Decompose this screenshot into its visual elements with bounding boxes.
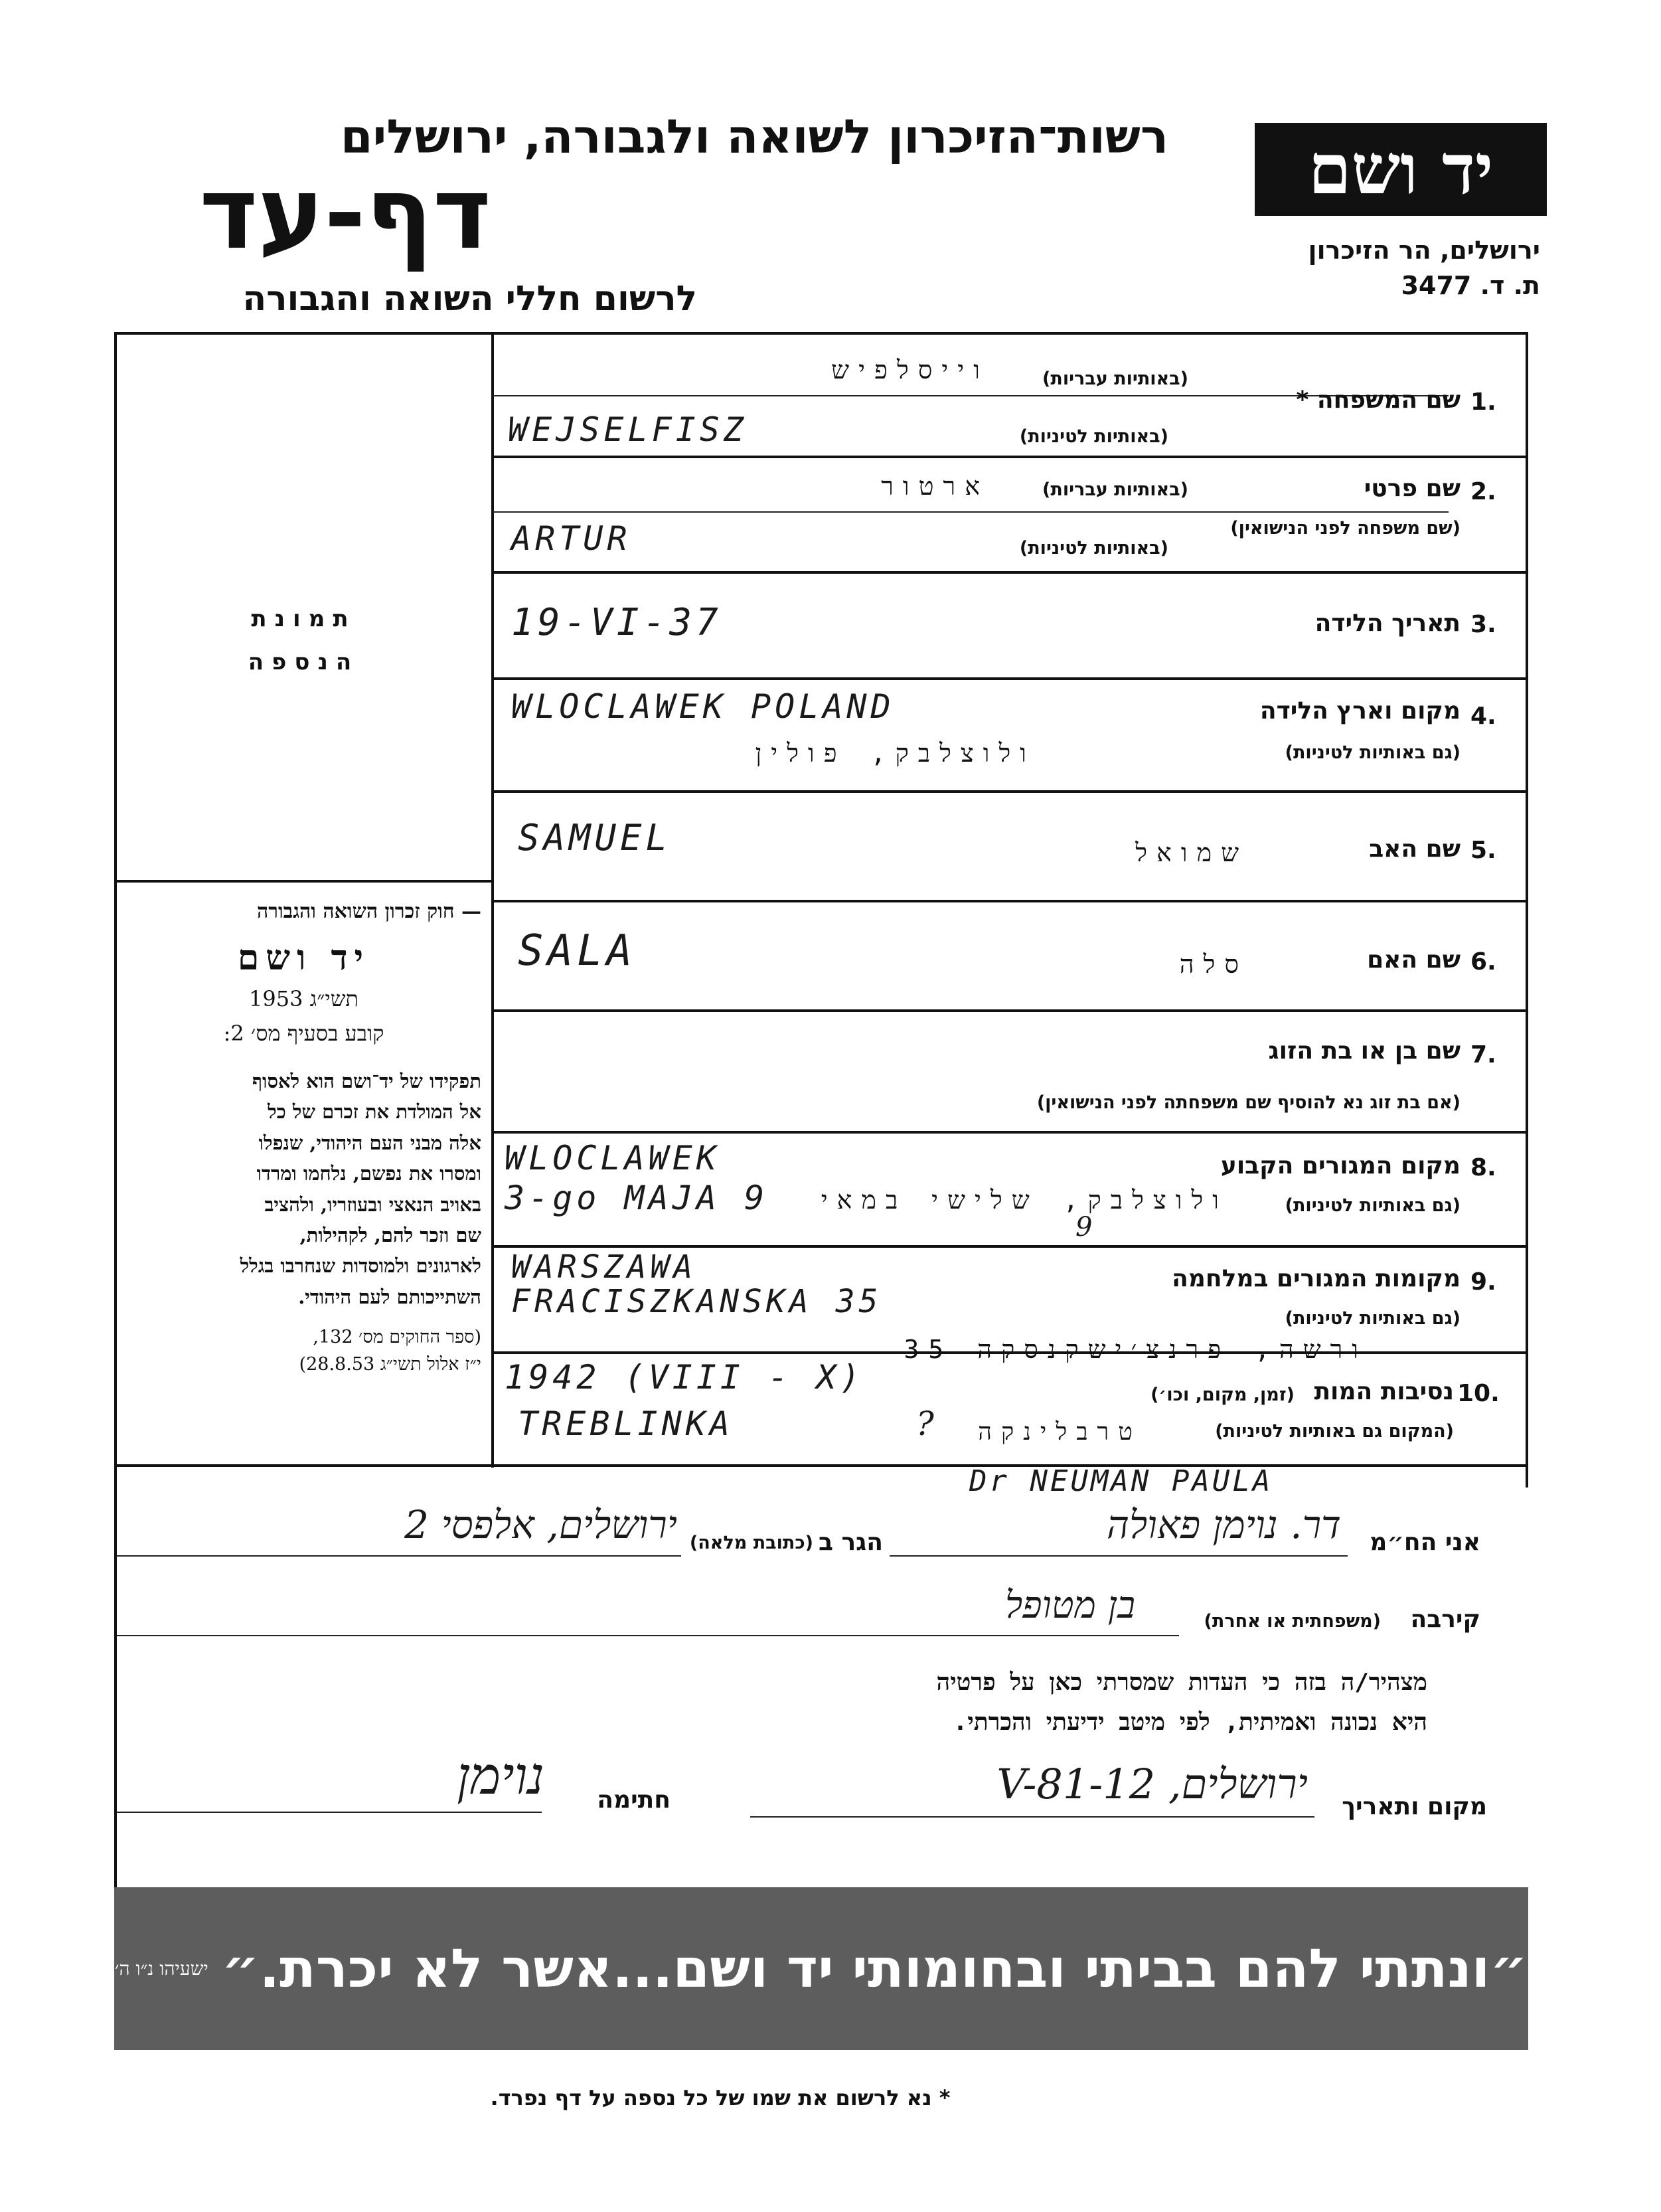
place-date-line [750,1816,1314,1818]
field-2-hebrew-hint: (באותיות עבריות) [1042,479,1188,500]
field-4-label: מקום וארץ הלידה [1259,697,1461,724]
photo-placeholder [116,598,491,683]
field-1-latin-hint: (באותיות לטיניות) [1019,426,1168,447]
field-8-latin-value-2[interactable]: 3-go MAJA 9 [505,1179,769,1217]
yad-vashem-logo [1255,123,1547,216]
signature[interactable]: נוימן [457,1746,544,1806]
declarant-address-hint: (כתובת מלאה) [689,1533,813,1553]
field-2-label: שם פרטי [1364,475,1461,502]
field-9-latin-value-1[interactable]: WARSZAWA [511,1248,697,1286]
field-1-hebrew-value[interactable]: וייסלפיש [831,355,989,384]
law-year: תשי״ג 1953 [249,986,358,1011]
field-2-hebrew-value[interactable]: ארטור [881,471,989,501]
declarant-i-label: אני הח״מ [1370,1529,1480,1556]
row-divider [493,456,1526,458]
field-5-number: 5. [1470,837,1496,864]
declarant-resides-label: הגר ב [819,1529,883,1556]
field-10-number: 10. [1457,1380,1500,1407]
field-2-sublabel: (שם משפחה לפני הנישואין) [1230,518,1461,539]
law-body-line: ומסרו את נפשם, נלחמו ומרדו [256,1162,481,1185]
field-6-hebrew-value[interactable]: סלה [1179,950,1248,979]
relation-hint: (משפחתית או אחרת) [1204,1611,1381,1632]
field-9-latin-value-2[interactable]: FRACISZKANSKA 35 [511,1283,882,1320]
row-divider [493,511,1449,513]
law-body-line: השתייכותם לעם היהודי. [298,1285,481,1308]
row-divider [493,1131,1526,1134]
logo-text: יד ושם [1308,128,1494,210]
field-8-hebrew-value[interactable]: ולוצלבק, שלישי במאי [821,1185,1228,1215]
law-heading: — חוק זכרון השואה והגבורה [257,900,481,923]
law-source: (ספר החוקים מס׳ 132, [313,1327,481,1348]
divider-photo-law [114,880,493,883]
declarant-name-hebrew[interactable]: דר. נוימן פאולה [1107,1502,1341,1547]
field-4-latin-value[interactable]: WLOCLAWEK POLAND [511,687,895,726]
field-4-hebrew-value[interactable]: ולוצלבק, פולין [755,738,1036,768]
verse-banner [114,1887,1528,2050]
field-10-latin-value-1[interactable]: 1942 (VIII - X) [505,1358,864,1397]
row-divider [493,790,1526,793]
law-body-line: שם וזכר להם, לקהילות, [299,1223,481,1246]
law-box [126,900,481,1375]
field-6-label: שם האם [1367,946,1461,974]
field-1-hebrew-hint: (באותיות עבריות) [1042,369,1188,389]
field-10-label-hint: (זמן, מקום, וכו׳) [1150,1385,1295,1405]
field-10-latin-value-2[interactable]: TREBLINKA [518,1404,734,1443]
field-10-hebrew-value[interactable]: טרבלינקה [978,1418,1142,1446]
relation-value[interactable]: בן מטופל [1005,1584,1135,1627]
law-body-line: אל המולדת את זכרם של כל [268,1100,481,1124]
field-8-label: מקום המגורים הקבוע [1220,1152,1461,1179]
field-6-number: 6. [1470,948,1496,976]
field-5-label: שם האב [1369,835,1461,863]
row-divider [493,1245,1526,1248]
signature-line [117,1812,542,1813]
declarant-name-line [890,1555,1348,1557]
form-border-left [114,332,117,1887]
field-9-label: מקומות המגורים במלחמה [1172,1265,1461,1292]
signature-label: חתימה [597,1786,671,1814]
field-8-hebrew-number[interactable]: 9 [1075,1212,1093,1242]
field-1-number: 1. [1470,388,1496,416]
address-line-1: ירושלים, הר הזיכרון [1308,236,1540,265]
form-border-top [114,332,1528,335]
law-clause: קובע בסעיף מס׳ 2: [223,1021,384,1046]
field-7-number: 7. [1470,1041,1496,1068]
row-divider [493,900,1526,902]
law-body [126,1066,481,1312]
field-9-hebrew-value[interactable]: ורשה, פרנצ׳ישקנסקה 35 [904,1335,1368,1364]
field-10-label: נסיבות המות [1314,1378,1454,1405]
verse-text: ״ונתתי להם בביתי ובחומותי יד ושם...אשר לא יכרת.״ [221,1938,1528,1999]
authority-title: רשות־הזיכרון לשואה ולגבורה, ירושלים [340,110,1168,164]
field-9-sublabel: (גם באותיות לטיניות) [1285,1308,1461,1329]
field-5-latin-value[interactable]: SAMUEL [518,817,672,859]
field-1-latin-value[interactable]: WEJSELFISZ [508,410,748,449]
form-subtitle: לרשום חללי השואה והגבורה [242,279,697,319]
field-10-question-mark[interactable]: ? [916,1404,934,1443]
law-body-line: באויב הנאצי ובעוזריו, ולהציב [264,1193,481,1216]
law-body-line: תפקידו של יד־ושם הוא לאסוף [252,1070,481,1092]
field-8-latin-value-1[interactable]: WLOCLAWEK [505,1139,720,1177]
row-divider [493,571,1526,574]
declarant-name-latin[interactable]: Dr NEUMAN PAULA [969,1464,1273,1498]
field-7-sublabel: (אם בת זוג נא להוסיף שם משפחתה לפני הנישואין) [1036,1092,1461,1113]
address-line-2: ת. ד. 3477 [1401,271,1540,300]
row-divider [493,1009,1526,1012]
place-date-value[interactable]: ירושלים, 12-V-81 [996,1760,1308,1808]
field-8-sublabel: (גם באותיות לטיניות) [1285,1195,1461,1216]
place-date-label: מקום ותאריך [1342,1793,1487,1820]
field-10-sublabel: (המקום גם באותיות לטיניות) [1215,1421,1454,1442]
field-4-sublabel: (גם באותיות לטיניות) [1285,742,1461,763]
field-3-number: 3. [1470,611,1496,638]
field-5-hebrew-value[interactable]: שמואל [1135,838,1248,867]
field-6-latin-value[interactable]: SALA [518,926,637,976]
form-border-right [1526,332,1528,1488]
declarant-address[interactable]: ירושלים, אלפסי 2 [404,1502,677,1547]
field-2-number: 2. [1470,478,1496,505]
field-4-number: 4. [1470,703,1496,730]
field-9-number: 9. [1470,1268,1496,1296]
field-8-number: 8. [1470,1154,1496,1181]
law-body-line: לארגונים ולמוסדות שנחרבו בגלל [240,1254,481,1278]
verse-source: ישעיהו נ״ו ה׳ [115,1957,208,1980]
footnote: * נא לרשום את שמו של כל נספה על דף נפרד. [490,2085,951,2110]
statement-line-1: מצהיר/ה בזה כי העדות שמסרתי כאן על פרטיה [936,1669,1427,1696]
field-7-label: שם בן או בת הזוג [1268,1037,1461,1064]
field-3-label: תאריך הלידה [1314,610,1461,637]
photo-label-1: תמונת [251,606,356,632]
field-2-latin-hint: (באותיות לטיניות) [1019,538,1168,558]
law-name: יד ושם [237,938,370,978]
relation-line [117,1635,1179,1636]
row-divider [493,677,1526,680]
photo-label-2: הנספה [248,648,360,675]
form-title: דף-עד [199,156,491,272]
divider-declaration [114,1464,1528,1467]
law-date: י״ז אלול תשי״ג 28.8.53) [299,1354,481,1375]
declarant-address-line [117,1555,681,1557]
field-2-latin-value[interactable]: ARTUR [511,519,631,558]
field-1-label: שם המשפחה * [1296,386,1461,414]
law-body-line: אלה מבני העם היהודי, שנפלו [258,1131,481,1154]
statement-line-2: היא נכונה ואמיתית, לפי מיטב ידיעתי והכרתי. [953,1709,1427,1736]
relation-label: קירבה [1410,1606,1480,1633]
field-3-value[interactable]: 19-VI-37 [511,601,722,644]
